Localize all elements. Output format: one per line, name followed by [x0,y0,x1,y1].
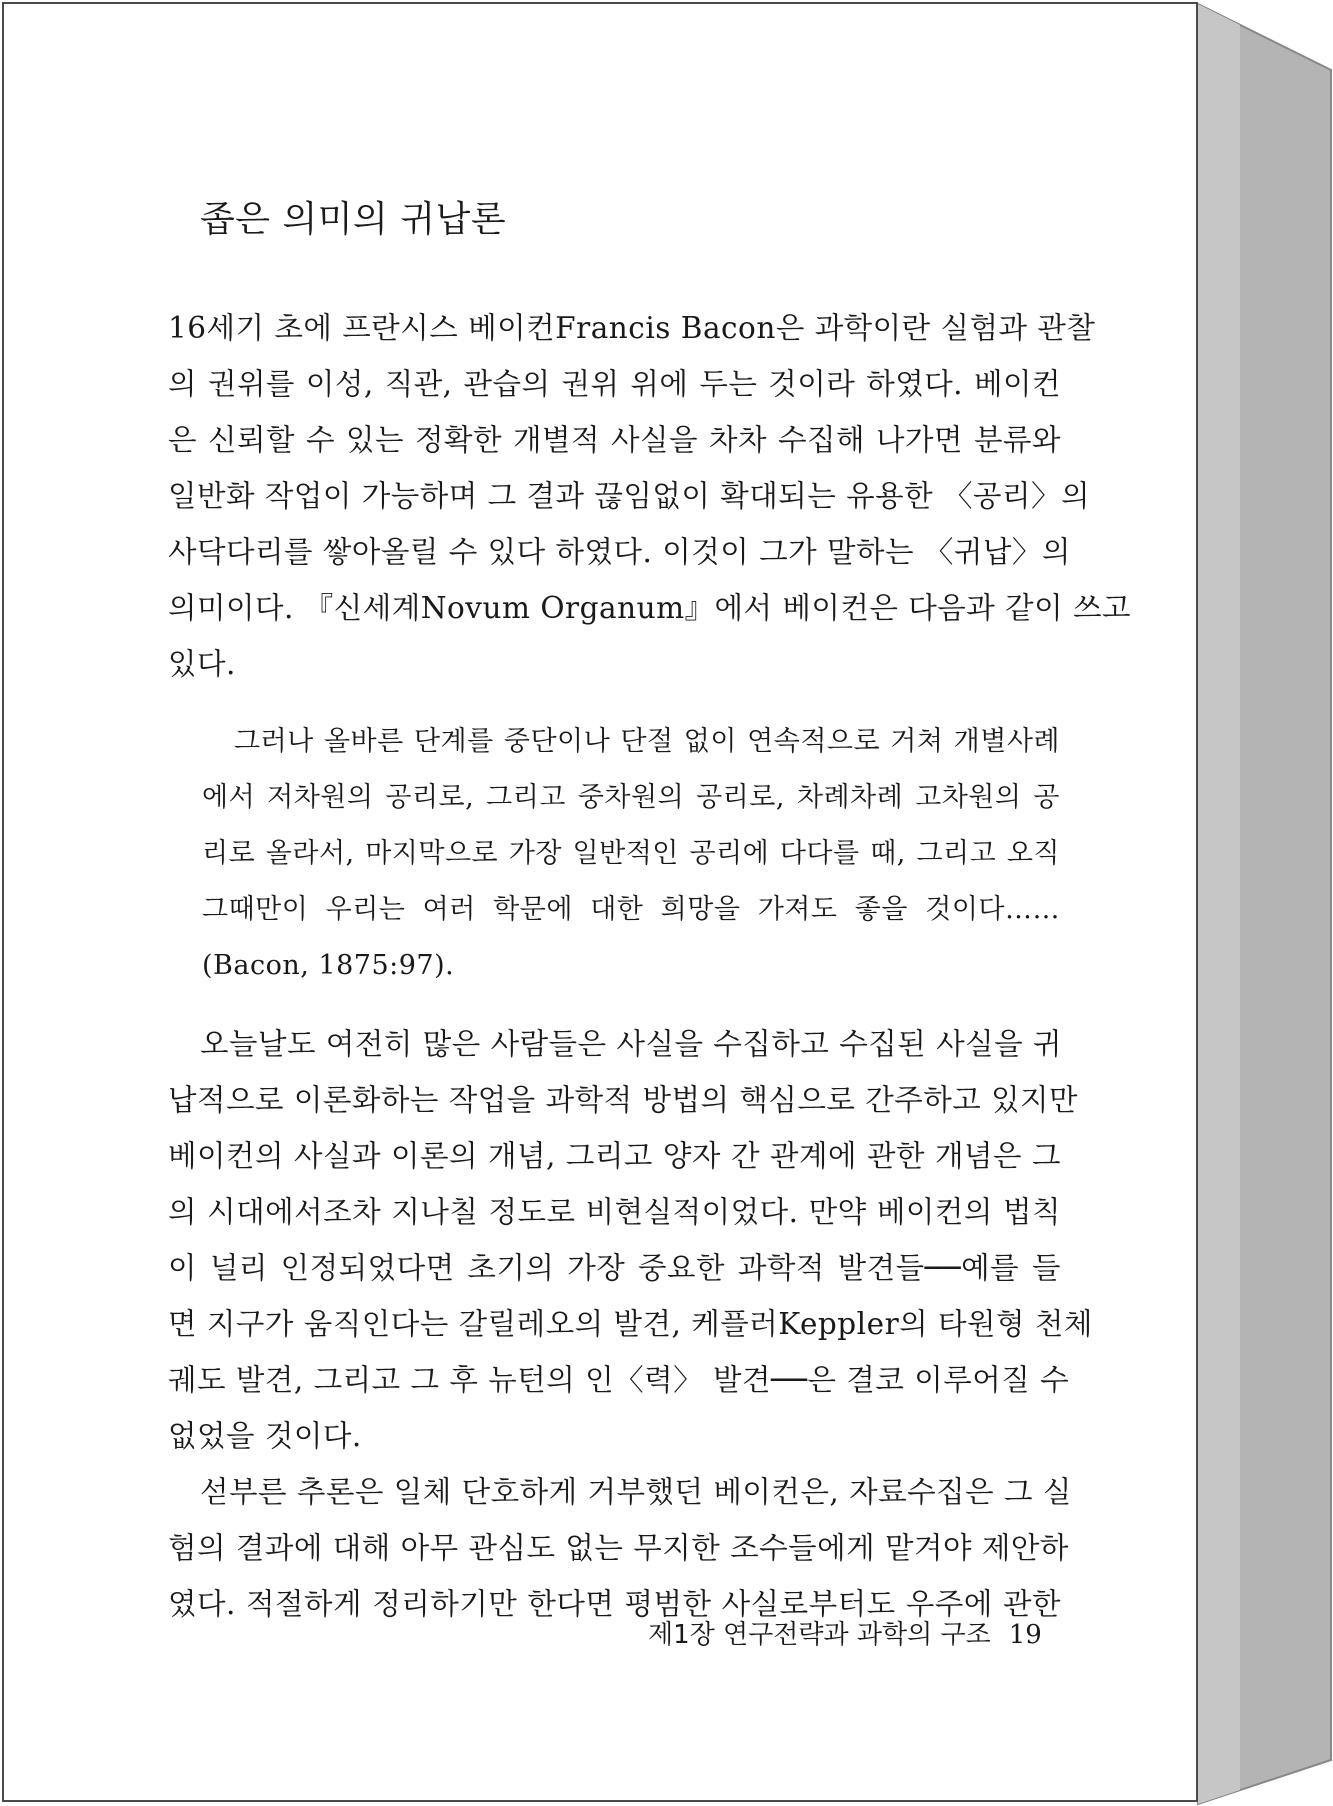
block-quote-line: 리로 올라서, 마지막으로 가장 일반적인 공리에 다다를 때, 그리고 오직 [202,838,1060,869]
paragraph-1-line: 은 신뢰할 수 있는 정확한 개별적 사실을 차차 수집해 나가면 분류와 [168,423,1061,457]
chapter-title: 제1장 연구전략과 과학의 구조 [648,1620,991,1650]
block-quote-line: 에서 저차원의 공리로, 그리고 중차원의 공리로, 차례차례 고차원의 공 [202,782,1060,813]
paragraph-1-line: 일반화 작업이 가능하며 그 결과 끊임없이 확대되는 유용한 〈공리〉의 [168,479,1090,513]
section-heading: 좁은 의미의 귀납론 [200,199,507,240]
paragraph-2-line: 면 지구가 움직인다는 갈릴레오의 발견, 케플러Keppler의 타원형 천체 [168,1307,1093,1341]
paragraph-1-line: 의미이다. 『신세계Novum Organum』에서 베이컨은 다음과 같이 쓰고 [168,591,1132,625]
block-quote-citation: (Bacon, 1875:97). [202,950,455,981]
paragraph-3-line: 였다. 적절하게 정리하기만 한다면 평범한 사실로부터도 우주에 관한 [168,1587,1061,1621]
page-number: 19 [1008,1620,1042,1650]
paragraph-2-line: 오늘날도 여전히 많은 사람들은 사실을 수집하고 수집된 사실을 귀 [200,1027,1062,1061]
paragraph-3-line: 험의 결과에 대해 아무 관심도 없는 무지한 조수들에게 맡겨야 제안하 [168,1531,1069,1565]
paragraph-1-line: 사닥다리를 쌓아올릴 수 있다 하였다. 이것이 그가 말하는 〈귀납〉의 [168,535,1071,569]
block-quote-line: 그러나 올바른 단계를 중단이나 단절 없이 연속적으로 거쳐 개별사례 [234,726,1060,757]
paragraph-2-line: 없었을 것이다. [168,1419,362,1453]
block-quote-line: 그때만이 우리는 여러 학문에 대한 희망을 가져도 좋을 것이다…… [202,894,1060,925]
paragraph-2-line: 이 널리 인정되었다면 초기의 가장 중요한 과학적 발견들──예를 들 [168,1251,1061,1285]
paragraph-2-line: 의 시대에서조차 지나칠 정도로 비현실적이었다. 만약 베이컨의 법칙 [168,1195,1061,1229]
paragraph-3-line: 섣부른 추론은 일체 단호하게 거부했던 베이컨은, 자료수집은 그 실 [200,1475,1072,1509]
paragraph-2-line: 궤도 발견, 그리고 그 후 뉴턴의 인〈력〉 발견──은 결코 이루어질 수 [168,1363,1070,1397]
paragraph-1-line: 의 권위를 이성, 직관, 관습의 권위 위에 두는 것이라 하였다. 베이컨 [168,367,1061,401]
paragraph-1-line: 있다. [168,647,236,681]
paragraph-1-line: 16세기 초에 프란시스 베이컨Francis Bacon은 과학이란 실험과 관찰 [168,311,1096,345]
paragraph-2-line: 납적으로 이론화하는 작업을 과학적 방법의 핵심으로 간주하고 있지만 [168,1083,1079,1117]
running-footer [648,1615,1042,1655]
paragraph-2-line: 베이컨의 사실과 이론의 개념, 그리고 양자 간 관계에 관한 개념은 그 [168,1139,1061,1173]
